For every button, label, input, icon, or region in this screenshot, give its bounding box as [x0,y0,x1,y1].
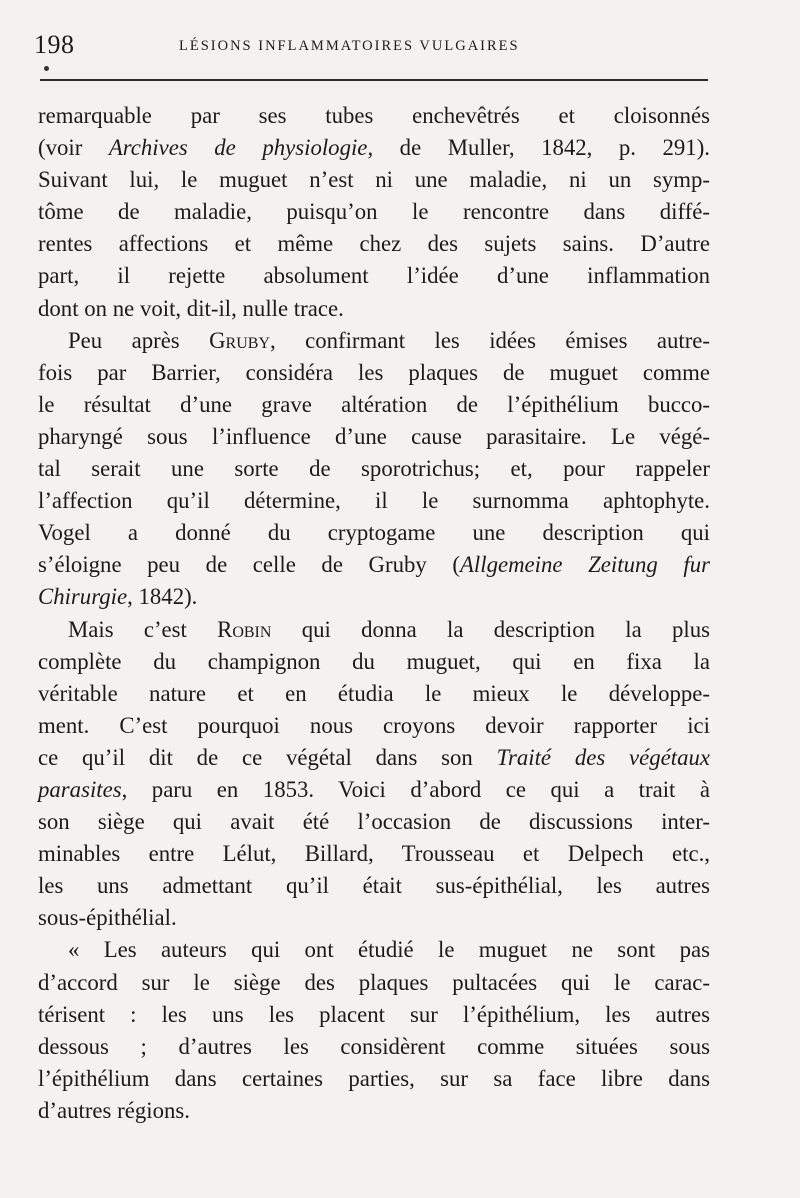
text-run: ment. C’est pourquoi nous croyons devoir rapporter ici [38,712,710,738]
text-run: Peu après [68,327,210,353]
text-line [38,196,710,228]
text-run: l’affection qu’il détermine, il le surnomma aphtophyte. [38,488,710,514]
text-line [38,164,710,196]
text-run: térisent : les uns les placent sur l’épithélium, les autres [38,1001,710,1027]
text-run: son siège qui avait été l’occasion de discussions inter- [38,809,710,835]
text-run: ce qu’il dit de ce végétal dans son [38,744,497,770]
running-head: LÉSIONS INFLAMMATOIRES VULGAIRES [179,38,520,54]
text-run: les uns admettant qu’il était sus-épithélial, les autres [38,873,710,899]
text-run: Mais c’est [68,616,218,642]
text-run: fois par Barrier, considéra les plaques de muguet comme [38,359,710,385]
text-line [38,485,710,517]
text-run: Suivant lui, le muguet n’est ni une maladie, ni un symp- [38,167,710,193]
text-run: dessous ; d’autres les considèrent comme situées sous [38,1033,710,1059]
body-text [38,100,710,1127]
text-run: le résultat d’une grave altération de l’épithélium bucco- [38,391,710,417]
text-line [38,742,710,774]
italic-run: Archives de physiologie [108,135,368,161]
text-line [38,710,710,742]
text-line [38,614,710,646]
page-header [34,30,710,66]
text-run: d’accord sur le siège des plaques pultacées qui le carac- [38,969,710,995]
smallcaps-name: Robin [217,616,272,642]
text-line [38,357,710,389]
italic-run: parasites [38,776,122,802]
text-run: « Les auteurs qui ont étudié le muguet ne sont pas [68,937,710,963]
text-run: remarquable par ses tubes enchevêtrés et cloisonnés [38,103,710,128]
text-line [38,646,710,678]
text-run: s’éloigne peu de celle de Gruby ( [38,552,460,578]
text-line [38,549,710,581]
text-line [38,678,710,710]
smallcaps-name: Gruby [209,327,270,353]
page-number: 198 [34,30,75,59]
text-run: minables entre Lélut, Billard, Trousseau et Delpech etc., [38,841,710,867]
text-run: sous-épithélial. [38,905,177,931]
text-line [38,902,710,934]
text-line [38,806,710,838]
text-line [38,581,710,613]
text-run: , paru en 1853. Voici d’abord ce qui a trait à [121,776,710,802]
text-run: rentes affections et même chez des sujets sains. D’autre [38,231,710,257]
text-line [38,934,710,966]
text-line [38,517,710,549]
text-line [38,870,710,902]
text-line [38,293,710,325]
text-run: Vogel a donné du cryptogame une description qui [38,520,710,546]
text-run: pharyngé sous l’influence d’une cause parasitaire. Le végé- [38,423,710,449]
text-run: qui donna la description la plus [271,616,710,642]
text-run: , confirmant les idées émises autre- [270,327,710,353]
text-line [38,999,710,1031]
text-line [38,389,710,421]
text-line [38,260,710,292]
header-rule [40,79,708,81]
text-line [38,1063,710,1095]
text-line [38,1095,710,1127]
text-run: dont on ne voit, dit-il, nulle trace. [38,295,344,321]
text-run: , de Muller, 1842, p. 291). [367,135,710,161]
text-line [38,1031,710,1063]
text-run: tal serait une sorte de sporotrichus; et, pour rappeler [38,456,710,482]
ink-dot [44,66,49,71]
italic-run: Traité des végétaux [496,744,710,770]
text-run: complète du champignon du muguet, qui en fixa la [38,648,710,674]
text-line [38,325,710,357]
text-run: , 1842). [127,584,198,610]
text-run: part, il rejette absolument l’idée d’une inflammation [38,263,710,289]
text-run: véritable nature et en étudia le mieux le développe- [38,680,710,706]
text-line [38,132,710,164]
text-run: l’épithélium dans certaines parties, sur sa face libre dans [38,1065,710,1091]
text-run: (voir [38,135,109,161]
text-line [38,421,710,453]
italic-run: Chirurgie [38,584,128,610]
text-run: tôme de maladie, puisqu’on le rencontre dans diffé- [38,199,710,225]
italic-run: Allgemeine Zeitung fur [459,552,710,578]
text-line [38,838,710,870]
text-run: d’autres régions. [38,1097,190,1123]
text-line [38,100,710,132]
text-line [38,774,710,806]
text-line [38,967,710,999]
text-line [38,453,710,485]
text-line [38,228,710,260]
